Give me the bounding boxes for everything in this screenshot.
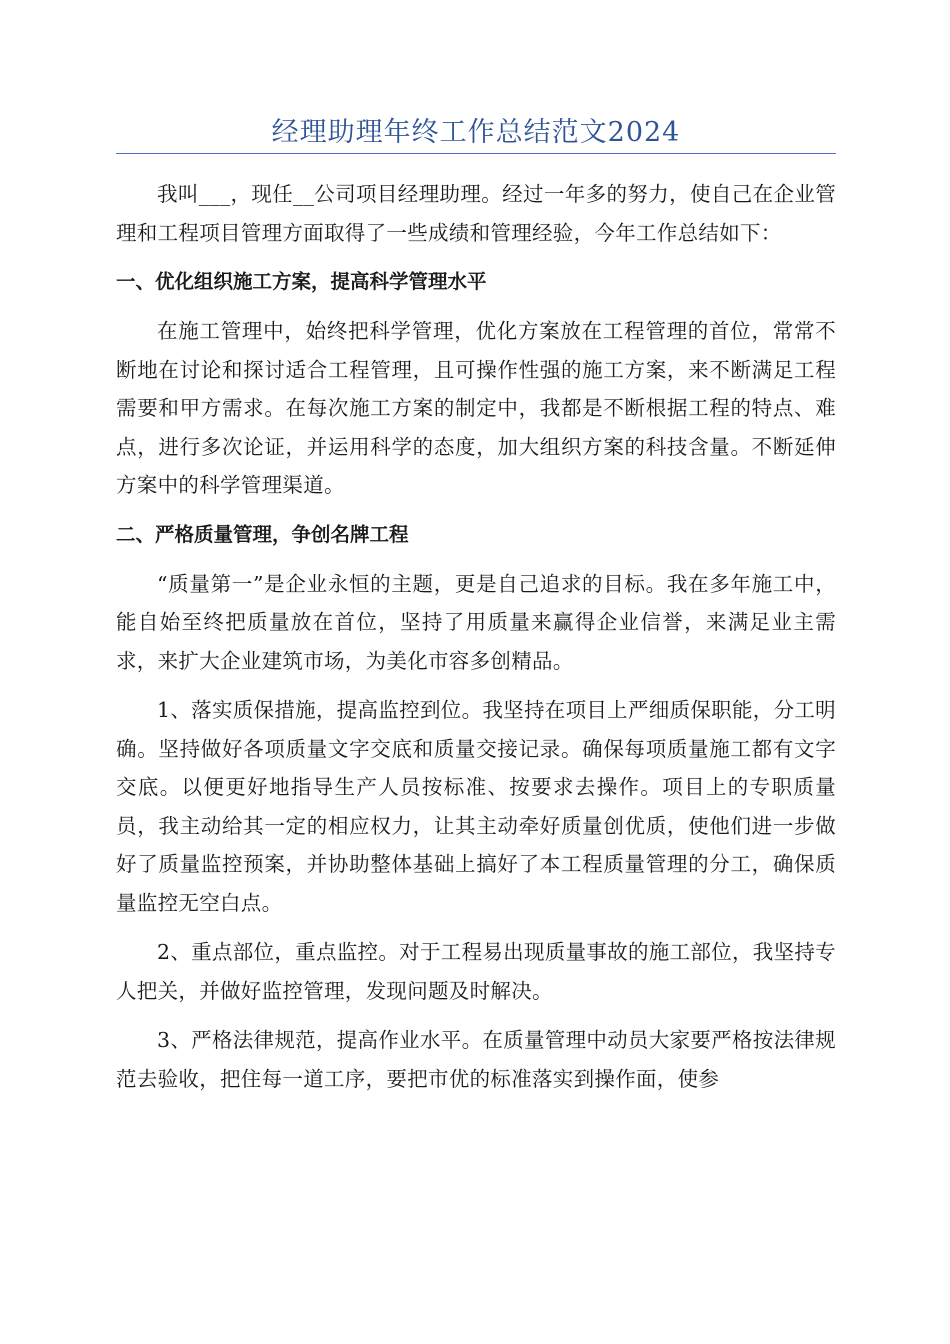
section-2-item-3: 3、严格法律规范，提高作业水平。在质量管理中动员大家要严格按法律规范去验收，把住每一道工序，要把市优的标准落实到操作面，使参	[116, 1028, 836, 1091]
document-page	[116, 0, 836, 1098]
section-2-body: “质量第一”是企业永恒的主题，更是自己追求的目标。我在多年施工中，能自始至终把质量放在首位，坚持了用质量来赢得企业信誉，来满足业主需求，来扩大企业建筑市场，为美化市容多创精品。	[116, 571, 836, 673]
document-title: 经理助理年终工作总结范文2024	[271, 117, 681, 148]
section-1-body: 在施工管理中，始终把科学管理，优化方案放在工程管理的首位，常常不断地在讨论和探讨适合工程管理，且可操作性强的施工方案，来不断满足工程需要和甲方需求。在每次施工方案的制定中，我都是不断根据工程的特点、难点，进行多次论证，并运用科学的态度，加大组织方案的科技含量。不断延伸方案中的科学管理渠道。	[116, 319, 836, 497]
section-2-item-1: 1、落实质保措施，提高监控到位。我坚持在项目上严细质保职能，分工明确。坚持做好各项质量文字交底和质量交接记录。确保每项质量施工都有文字交底。以便更好地指导生产人员按标准、按要求去操作。项目上的专职质量员，我主动给其一定的相应权力，让其主动牵好质量创优质，使他们进一步做好了质量监控预案，并协助整体基础上搞好了本工程质量管理的分工，确保质量监控无空白点。	[116, 698, 836, 915]
section-2-heading: 二、严格质量管理，争创名牌工程	[116, 522, 409, 546]
title-underline	[116, 153, 836, 154]
section-1-heading: 一、优化组织施工方案，提高科学管理水平	[116, 270, 487, 293]
intro-paragraph: 我叫___，现任__公司项目经理助理。经过一年多的努力，使自己在企业管理和工程项目管理方面取得了一些成绩和管理经验，今年工作总结如下：	[116, 182, 836, 245]
section-2-item-2: 2、重点部位，重点监控。对于工程易出现质量事故的施工部位，我坚持专人把关，并做好监控管理，发现问题及时解决。	[116, 940, 836, 1003]
